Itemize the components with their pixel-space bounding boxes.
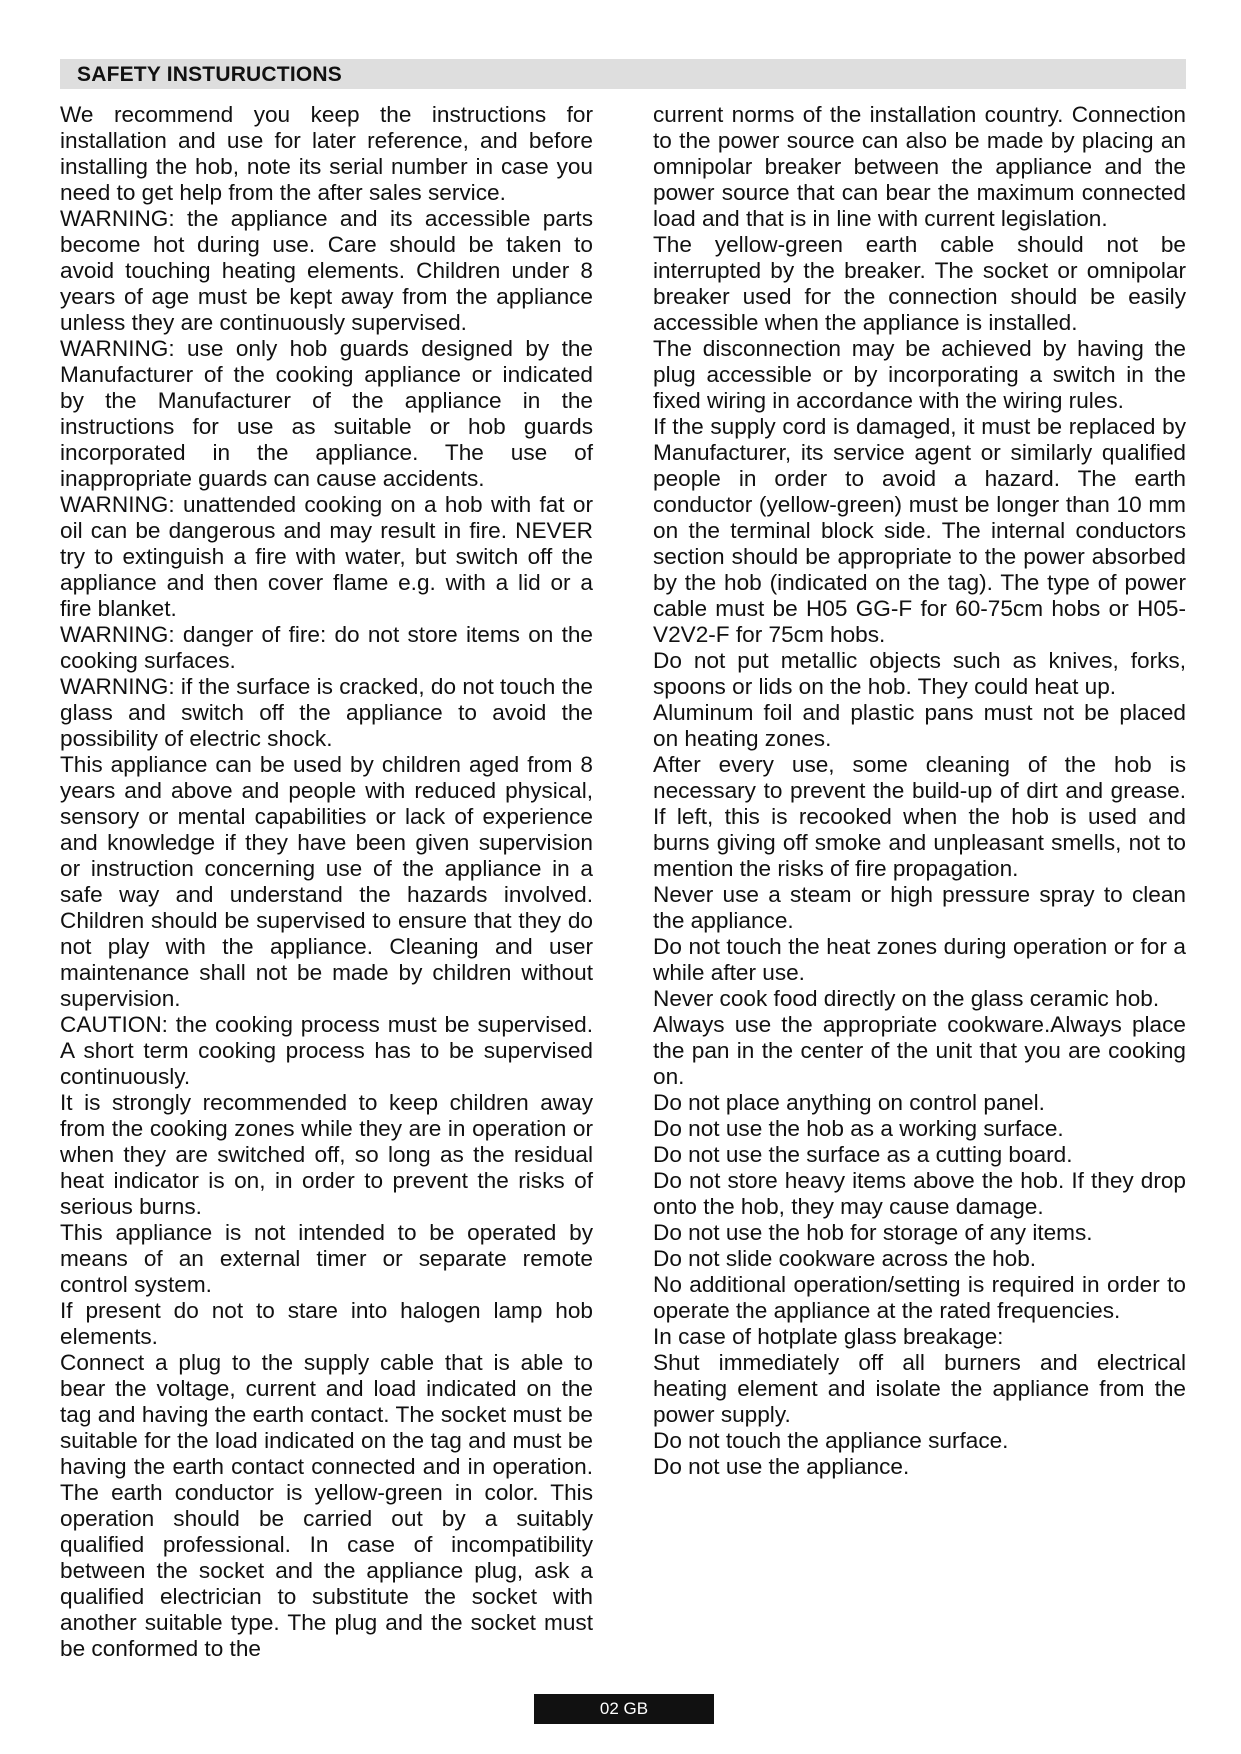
- paragraph: In case of hotplate glass breakage:: [653, 1324, 1004, 1349]
- paragraph: Always use the appropriate cookware.Always place the pan in the center of the unit that you are cooking on.: [653, 1012, 1186, 1089]
- right-text-column: [653, 102, 1186, 1480]
- paragraph: After every use, some cleaning of the hob is necessary to prevent the build-up of dirt and grease. If left, this is recooked when the hob is used and burns giving off smoke and unpleasant smells, not to mention the risks of fire propagation.: [653, 752, 1186, 881]
- warning-paragraph: WARNING: if the surface is cracked, do not touch the glass and switch off the appliance to avoid the possibility of electric shock.: [60, 674, 593, 751]
- paragraph: Connect a plug to the supply cable that is able to bear the voltage, current and load indicated on the tag and having the earth contact. The socket must be suitable for the load indicated on the tag and must be having the earth contact connected and in operation. The earth conductor is yellow-green in color. This operation should be carried out by a suitably qualified professional. In case of incompatibility between the socket and the appliance plug, ask a qualified electrician to substitute the socket with another suitable type. The plug and the socket must be conformed to the: [60, 1350, 593, 1661]
- paragraph: Do not use the hob as a working surface.: [653, 1116, 1064, 1141]
- paragraph: Do not put metallic objects such as knives, forks, spoons or lids on the hob. They could heat up.: [653, 648, 1186, 699]
- warning-paragraph: WARNING: danger of fire: do not store items on the cooking surfaces.: [60, 622, 593, 673]
- paragraph: Do not touch the heat zones during operation or for a while after use.: [653, 934, 1186, 985]
- paragraph: Do not place anything on control panel.: [653, 1090, 1045, 1115]
- caution-paragraph: CAUTION: the cooking process must be supervised. A short term cooking process has to be supervised continuously.: [60, 1012, 593, 1089]
- warning-paragraph: WARNING: unattended cooking on a hob with fat or oil can be dangerous and may result in fire. NEVER try to extinguish a fire with water, but switch off the appliance and then cover flame e.g. with a lid or a fire blanket.: [60, 492, 593, 621]
- paragraph: Aluminum foil and plastic pans must not be placed on heating zones.: [653, 700, 1186, 751]
- section-title: SAFETY INSTURUCTIONS: [77, 63, 342, 86]
- paragraph: current norms of the installation country. Connection to the power source can also be made by placing an omnipolar breaker between the appliance and the power source that can bear the maximum connected load and that is in line with current legislation.: [653, 102, 1186, 231]
- paragraph: Do not use the appliance.: [653, 1454, 910, 1479]
- section-header-bar: [60, 59, 1186, 89]
- paragraph: Shut immediately off all burners and electrical heating element and isolate the appliance from the power supply.: [653, 1350, 1186, 1427]
- warning-paragraph: WARNING: use only hob guards designed by the Manufacturer of the cooking appliance or indicated by the Manufacturer of the appliance in the instructions for use as suitable or hob guards incorporated in the appliance. The use of inappropriate guards can cause accidents.: [60, 336, 593, 491]
- paragraph: Do not store heavy items above the hob. If they drop onto the hob, they may cause damage.: [653, 1168, 1186, 1219]
- paragraph: We recommend you keep the instructions for installation and use for later reference, and before installing the hob, note its serial number in case you need to get help from the after sales service.: [60, 102, 593, 205]
- paragraph: This appliance can be used by children aged from 8 years and above and people with reduced physical, sensory or mental capabilities or lack of experience and knowledge if they have been given supervision or instruction concerning use of the appliance in a safe way and understand the hazards involved. Children should be supervised to ensure that they do not play with the appliance. Cleaning and user maintenance shall not be made by children without supervision.: [60, 752, 593, 1011]
- paragraph: No additional operation/setting is required in order to operate the appliance at the rated frequencies.: [653, 1272, 1186, 1323]
- paragraph: If present do not to stare into halogen lamp hob elements.: [60, 1298, 593, 1349]
- paragraph: Never use a steam or high pressure spray to clean the appliance.: [653, 882, 1186, 933]
- page-number-label: 02 GB: [534, 1694, 714, 1724]
- paragraph: This appliance is not intended to be operated by means of an external timer or separate remote control system.: [60, 1220, 593, 1297]
- paragraph: Do not use the surface as a cutting board.: [653, 1142, 1073, 1167]
- paragraph: Never cook food directly on the glass ceramic hob.: [653, 986, 1160, 1011]
- paragraph: The disconnection may be achieved by having the plug accessible or by incorporating a switch in the fixed wiring in accordance with the wiring rules.: [653, 336, 1186, 413]
- paragraph: The yellow-green earth cable should not be interrupted by the breaker. The socket or omnipolar breaker used for the connection should be easily accessible when the appliance is installed.: [653, 232, 1186, 335]
- paragraph: Do not slide cookware across the hob.: [653, 1246, 1037, 1271]
- paragraph: It is strongly recommended to keep children away from the cooking zones while they are in operation or when they are switched off, so long as the residual heat indicator is on, in order to prevent the risks of serious burns.: [60, 1090, 593, 1219]
- warning-paragraph: WARNING: the appliance and its accessible parts become hot during use. Care should be taken to avoid touching heating elements. Children under 8 years of age must be kept away from the appliance unless they are continuously supervised.: [60, 206, 593, 335]
- paragraph: Do not touch the appliance surface.: [653, 1428, 1009, 1453]
- left-text-column: [60, 102, 593, 1662]
- paragraph: Do not use the hob for storage of any items.: [653, 1220, 1093, 1245]
- paragraph: If the supply cord is damaged, it must be replaced by Manufacturer, its service agent or similarly qualified people in order to avoid a hazard. The earth conductor (yellow-green) must be longer than 10 mm on the terminal block side. The internal conductors section should be appropriate to the power absorbed by the hob (indicated on the tag). The type of power cable must be H05 GG-F for 60-75cm hobs or H05-V2V2-F for 75cm hobs.: [653, 414, 1186, 647]
